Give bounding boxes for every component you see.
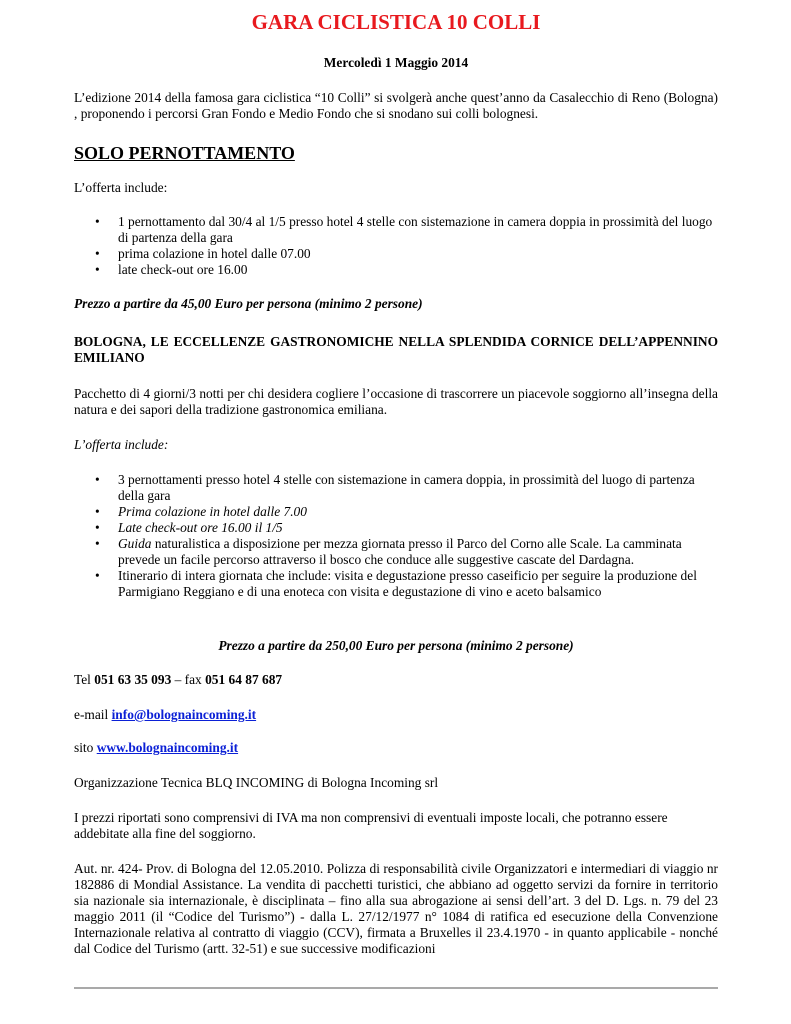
phone-fax-line (74, 672, 718, 688)
list-item-text: Itinerario di intera giornata che include: visita e degustazione presso caseificio per seguire la produzione del Parmigiano Reggiano e di una enoteca con visita e degustazione di vino e aceto balsamico (118, 568, 697, 599)
website-link[interactable]: www.bolognaincoming.it (96, 740, 239, 755)
phone-number: 051 63 35 093 (94, 672, 172, 687)
bullet: • (95, 262, 100, 277)
list-item-text: Prima colazione in hotel dalle 7.00 (118, 504, 307, 519)
list-item (74, 246, 718, 262)
list-item-text: 3 pernottamenti presso hotel 4 stelle con sistemazione in camera doppia, in prossimità del luogo di partenza della gara (118, 472, 695, 503)
section2-description: Pacchetto di 4 giorni/3 notti per chi desidera cogliere l’occasione di trascorrere un piacevole soggiorno all’insegna della natura e dei sapori della tradizione gastronomica emiliana. (74, 386, 718, 417)
section2-heading: BOLOGNA, LE ECCELLENZE GASTRONOMICHE NELLA SPLENDIDA CORNICE DELL’APPENNINO EMILIANO (74, 334, 718, 365)
list-item (74, 568, 718, 600)
page-title: GARA CICLISTICA 10 COLLI (251, 10, 541, 34)
footer-divider (74, 987, 718, 989)
section1-offer-list (74, 214, 718, 278)
list-item-text: Late check-out ore 16.00 il 1/5 (118, 520, 283, 535)
list-item (74, 504, 718, 520)
fax-number: 051 64 87 687 (205, 672, 283, 687)
prices-note: I prezzi riportati sono comprensivi di IVA ma non comprensivi di eventuali imposte locali, che potranno essere addebitate alla fine del soggiorno. (74, 810, 668, 841)
email-line (74, 707, 718, 723)
section1-price: Prezzo a partire da 45,00 Euro per persona (minimo 2 persone) (74, 296, 423, 311)
site-label: sito (74, 740, 97, 755)
bullet: • (95, 568, 100, 583)
section2-offer-label: L’offerta include: (74, 437, 169, 452)
list-item-lead: Guida (118, 536, 152, 551)
list-item (74, 214, 718, 246)
list-item-text: late check-out ore 16.00 (118, 262, 248, 277)
bullet: • (95, 504, 100, 519)
intro-paragraph: L’edizione 2014 della famosa gara ciclistica “10 Colli” si svolgerà anche quest’anno da Casalecchio di Reno (Bologna) , proponendo i percorsi Gran Fondo e Medio Fondo che si snodano sui colli bolognesi. (74, 90, 718, 121)
section1-heading: SOLO PERNOTTAMENTO (74, 143, 295, 163)
section2-price: Prezzo a partire da 250,00 Euro per persona (minimo 2 persone) (218, 638, 574, 653)
list-item (74, 472, 718, 504)
legal-notice: Aut. nr. 424- Prov. di Bologna del 12.05.2010. Polizza di responsabilità civile Organizzatori e intermediari di viaggio nr 182886 di Mondial Assistance. La vendita di pacchetti turistici, che abbiano ad oggetto servizi da fornire in territorio sia nazionale sia internazionale, è disciplinata – fino alla sua abrogazione ai sensi dell’art. 3 del D. Lgs. n. 79 del 23 maggio 2011 (il “Codice del Turismo”) - dalla L. 27/12/1977 n° 1084 di ratifica ed esecuzione della Convenzione Internazionale relativa al contratto di viaggio (CCV), firmata a Bruxelles il 23.4.1970 - in quanto applicabile - nonché dal Codice del Turismo (artt. 32-51) e sue successive modificazioni (74, 861, 718, 956)
bullet: • (95, 472, 100, 487)
list-item-text: 1 pernottamento dal 30/4 al 1/5 presso hotel 4 stelle con sistemazione in camera doppia in prossimità del luogo di partenza della gara (118, 214, 713, 245)
list-item (74, 520, 718, 536)
bullet: • (95, 214, 100, 229)
section2-offer-list (74, 472, 718, 600)
tel-label: Tel (74, 672, 95, 687)
organization-note: Organizzazione Tecnica BLQ INCOMING di Bologna Incoming srl (74, 775, 439, 790)
website-line (74, 740, 718, 756)
list-item (74, 536, 718, 568)
list-item-text: prima colazione in hotel dalle 07.00 (118, 246, 311, 261)
list-item (74, 262, 718, 278)
fax-label: – fax (171, 672, 206, 687)
bullet: • (95, 246, 100, 261)
bullet: • (95, 520, 100, 535)
email-label: e-mail (74, 707, 112, 722)
list-item-text: naturalistica a disposizione per mezza giornata presso il Parco del Corno alle Scale. La camminata prevede un facile percorso attraverso il bosco che conduce alle suggestive cascate del Dardagna. (118, 536, 682, 567)
email-link[interactable]: info@bolognaincoming.it (111, 707, 257, 722)
bullet: • (95, 536, 100, 551)
event-date: Mercoledì 1 Maggio 2014 (323, 55, 469, 70)
section1-offer-label: L’offerta include: (74, 180, 168, 195)
